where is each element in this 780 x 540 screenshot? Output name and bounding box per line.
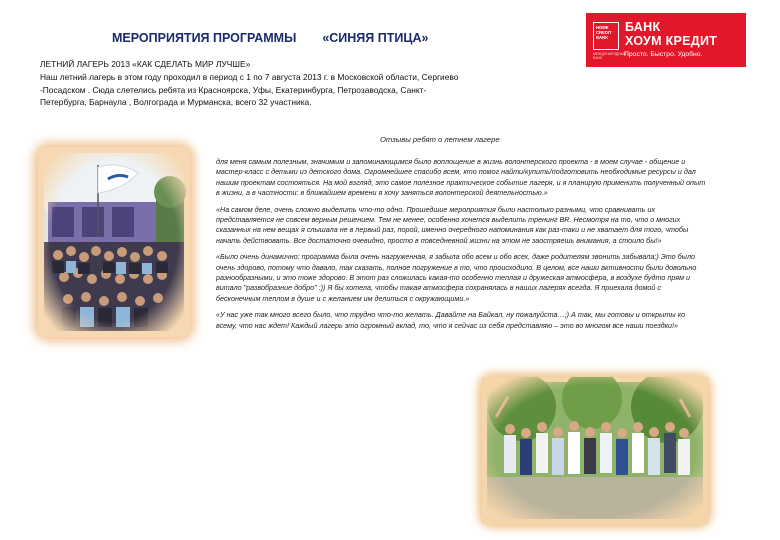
home-credit-mark: HOME CREDIT BANK bbox=[593, 22, 619, 50]
bank-name bbox=[625, 20, 717, 48]
intro-heading: ЛЕТНИЙ ЛАГЕРЬ 2013 «КАК СДЕЛАТЬ МИР ЛУЧШЕ» bbox=[40, 59, 251, 69]
page-title-program: МЕРОПРИЯТИЯ ПРОГРАММЫ bbox=[112, 31, 297, 45]
review-item: для меня самым полезным, значимым и запоминающимся было воплощение в жизнь волонтерского проекта - в моем случае - общение и мастер-класс с детьми из детского дома. Огромнейшее спасибо всем, кто помог найти/купить/подготовить необходимые ресурсы и дал нашим проектам состояться. На мой взгляд, это самое полезное практическое событие лагеря, и я планирую применить полученный опыт в жизни, а в частности: в ближайшем времени я хочу заняться волонтерской деятельностью.» bbox=[216, 157, 706, 198]
bank-logo bbox=[586, 13, 746, 67]
bank-name-line2: ХОУМ КРЕДИТ bbox=[625, 34, 718, 48]
intro-text: Наш летний лагерь в этом году проходил в период с 1 по 7 августа 2013 г. в Московской области, Сергиево -Посадском . Сюда слетелись ребята из Красноярска, Уфы, Екатеринбурга, Петрозаводска, Санкт-Петербурга, Барнаула , Волгограда и Мурманска, всего 32 участника. bbox=[40, 71, 459, 108]
camp-outdoor-photo bbox=[482, 377, 708, 524]
logo-mark-caption: МЕЖДУНАРОДНЫЙ БАНК bbox=[593, 52, 627, 60]
review-item: «Было очень динамично: программа была очень нагруженная, я забыла обо всем и обо всех, даже родителям звонить забывала;) Это было очень здорово, потому что давало, так сказать, полное погружение в то, что происходило. В целом, все наши активности были довольно разнообразными, и это тоже здорово. В этот раз сложилась какая-то особенно теплая и дружеская атмосфера, в воздухе будто прям и витало "развобразние добро" :)) Я бы хотела, чтобы такая атмосфера сохранялась в наших лагерях всегда. Я приехала домой с бесконечным теплом в душе и с желанием им делиться с окружающими.» bbox=[216, 252, 697, 303]
camp-group-photo bbox=[38, 147, 190, 337]
review-item: «У нас уже так много всего было, что трудно что-то желать. Давайте на Байкал, ну пожалуйста…;) А так, мы готовы и открыты ко всему, что нас ждет! Каждый лагерь это огромный вклад, то, что я сейчас из себя представляю – это во многом все наши поездки!» bbox=[216, 310, 686, 330]
reviews-heading: Отзывы ребят о летнем лагере bbox=[380, 135, 500, 144]
page-title-blue-bird: «СИНЯЯ ПТИЦА» bbox=[322, 31, 429, 45]
page-title bbox=[112, 31, 428, 45]
bank-slogan: Просто. Быстро. Удобно. bbox=[624, 51, 703, 58]
review-item: «На самом деле, очень сложно выделить что-то одно. Прошедшие мероприятия были настолько разными, что сравнивать их представляется не совсем верным решением. Тем не менее, особенно хочется выделить тренинг BR. Несмотря на то, что о многих сказанных на нем вещах я слышала не в первый раз, порой, именно очередного напоминания как раз-таки и не хватает для того, чтобы начать действовать. Все достаточно очевидно, просто в повседневной жизни на этом не заостряешь внимания, а стоило бы!» bbox=[216, 204, 689, 245]
reviews-list bbox=[216, 157, 706, 337]
intro-block bbox=[40, 58, 460, 109]
bank-name-line1: БАНК bbox=[625, 20, 661, 34]
